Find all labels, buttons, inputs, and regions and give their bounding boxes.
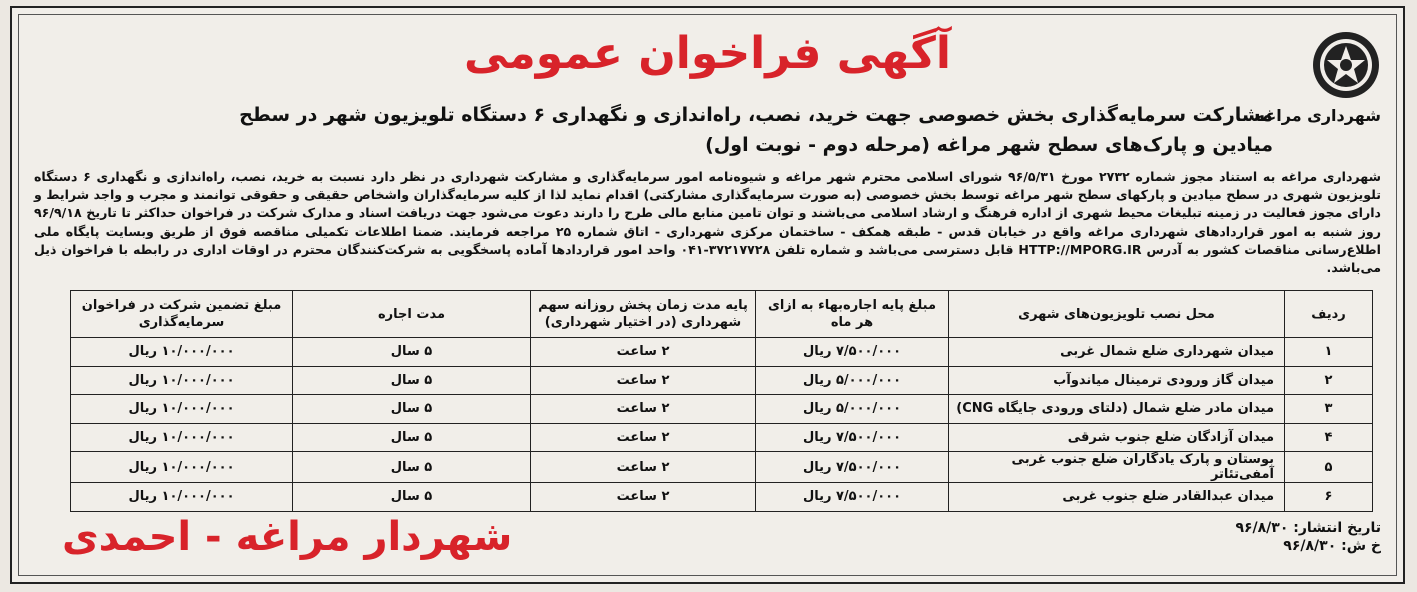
- header-location: محل نصب تلویزیون‌های شهری: [949, 291, 1285, 338]
- location-cell: میدان شهرداری ضلع شمال غربی: [949, 338, 1285, 367]
- guarantee-cell: ۱۰/۰۰۰/۰۰۰ ریال: [71, 452, 293, 483]
- location-cell: میدان آزادگان ضلع جنوب شرقی: [949, 423, 1285, 452]
- mayor-signature: شهردار مراغه - احمدی: [62, 514, 513, 560]
- location-cell: بوستان و پارک یادگاران ضلع جنوب غربی آمفی‌تئاتر: [949, 452, 1285, 483]
- row-number: ۳: [1285, 395, 1373, 424]
- rent-cell: ۵/۰۰۰/۰۰۰ ریال: [756, 395, 949, 424]
- term-cell: ۵ سال: [293, 452, 531, 483]
- header-broadcast-share: پایه مدت زمان پخش روزانه سهم شهرداری (در اختیار شهرداری): [531, 291, 756, 338]
- page-title: آگهی فراخوان عمومی: [464, 28, 951, 79]
- guarantee-cell: ۱۰/۰۰۰/۰۰۰ ریال: [71, 366, 293, 395]
- rent-cell: ۷/۵۰۰/۰۰۰ ریال: [756, 452, 949, 483]
- header-guarantee: مبلغ تضمین شرکت در فراخوان سرمایه‌گذاری: [71, 291, 293, 338]
- publish-date: تاریخ انتشار: ۹۶/۸/۳۰: [1235, 520, 1381, 536]
- guarantee-cell: ۱۰/۰۰۰/۰۰۰ ریال: [71, 483, 293, 512]
- broadcast-cell: ۲ ساعت: [531, 483, 756, 512]
- header-monthly-rent: مبلغ پایه اجاره‌بهاء به ازای هر ماه: [756, 291, 949, 338]
- row-number: ۴: [1285, 423, 1373, 452]
- table-row: [71, 452, 1373, 483]
- guarantee-cell: ۱۰/۰۰۰/۰۰۰ ریال: [71, 423, 293, 452]
- term-cell: ۵ سال: [293, 483, 531, 512]
- rent-cell: ۵/۰۰۰/۰۰۰ ریال: [756, 366, 949, 395]
- notice-subject: مشارکت سرمایه‌گذاری بخش خصوصی جهت خرید، نصب، راه‌اندازی و نگهداری ۶ دستگاه تلویزیون شهر در سطح میادین و پارک‌های سطح شهر مراغه (مرحله دوم - نوبت اول): [239, 104, 1273, 156]
- notice-page: [10, 6, 1405, 584]
- header-lease-term: مدت اجاره: [293, 291, 531, 338]
- broadcast-cell: ۲ ساعت: [531, 338, 756, 367]
- table-header-row: [71, 291, 1373, 338]
- table-row: [71, 366, 1373, 395]
- installations-table: [70, 290, 1373, 512]
- rent-cell: ۷/۵۰۰/۰۰۰ ریال: [756, 338, 949, 367]
- table-row: [71, 338, 1373, 367]
- term-cell: ۵ سال: [293, 366, 531, 395]
- row-number: ۶: [1285, 483, 1373, 512]
- broadcast-cell: ۲ ساعت: [531, 452, 756, 483]
- code-line: خ ش: ۹۶/۸/۳۰: [1283, 538, 1381, 554]
- row-number: ۵: [1285, 452, 1373, 483]
- term-cell: ۵ سال: [293, 423, 531, 452]
- location-cell: میدان عبدالقادر ضلع جنوب غربی: [949, 483, 1285, 512]
- broadcast-cell: ۲ ساعت: [531, 423, 756, 452]
- guarantee-cell: ۱۰/۰۰۰/۰۰۰ ریال: [71, 395, 293, 424]
- organization-name: شهرداری مراغه: [1255, 106, 1381, 125]
- term-cell: ۵ سال: [293, 395, 531, 424]
- rent-cell: ۷/۵۰۰/۰۰۰ ریال: [756, 423, 949, 452]
- notice-body: شهرداری مراغه به استناد مجوز شماره ۲۷۳۲ مورخ ۹۶/۵/۳۱ شورای اسلامی محترم شهر مراغه و شیوه‌نامه امور سرمایه‌گذاری و مشارکت شهرداری در نظر دارد نسبت به خرید، نصب، راه‌اندازی و نگهداری ۶ دستگاه تلویزیون شهری در سطح میادین و پارکهای سطح شهر مراغه توسط بخش خصوصی (به صورت سرمایه‌گذاری مشارکتی) اقدام نماید لذا از کلیه سرمایه‌گذاران واشخاص حقیقی و حقوقی توانمند و مجرب و واجد شرایط و دارای مجوز فعالیت در زمینه تبلیغات محیط شهری از اداره فرهنگ و ارشاد اسلامی می‌باشند و توان تامین منابع مالی طرح را دارند دعوت می‌شود جهت دریافت اسناد و مدارک شرکت در فراخوان حداکثر تا تاریخ ۹۶/۹/۱۸ روز شنبه به امور قراردادهای شهرداری مراغه واقع در خیابان قدس - طبقه همکف - ساختمان مرکزی شهرداری - اتاق شماره ۲۵ مراجعه فرمایند. ضمنا اطلاعات تکمیلی مناقصه فوق از طریق وبسایت پایگاه ملی اطلاع‌رسانی مناقصات کشور به آدرس HTTP://MPORG.IR قابل دسترسی می‌باشد و شماره تلفن ۳۷۲۱۷۷۲۸-۰۴۱ واحد امور قراردادها آماده پاسخگویی به شرکت‌کنندگان محترم در اوقات اداری در رابطه با فراخوان ذیل می‌باشد.: [34, 169, 1381, 276]
- rent-cell: ۷/۵۰۰/۰۰۰ ریال: [756, 483, 949, 512]
- table-row: [71, 423, 1373, 452]
- location-cell: میدان گاز ورودی ترمینال میاندوآب: [949, 366, 1285, 395]
- location-cell: میدان مادر ضلع شمال (دلتای ورودی جایگاه CNG): [949, 395, 1285, 424]
- term-cell: ۵ سال: [293, 338, 531, 367]
- broadcast-cell: ۲ ساعت: [531, 366, 756, 395]
- header-row-number: ردیف: [1285, 291, 1373, 338]
- table-row: [71, 395, 1373, 424]
- row-number: ۲: [1285, 366, 1373, 395]
- table-row: [71, 483, 1373, 512]
- broadcast-cell: ۲ ساعت: [531, 395, 756, 424]
- guarantee-cell: ۱۰/۰۰۰/۰۰۰ ریال: [71, 338, 293, 367]
- row-number: ۱: [1285, 338, 1373, 367]
